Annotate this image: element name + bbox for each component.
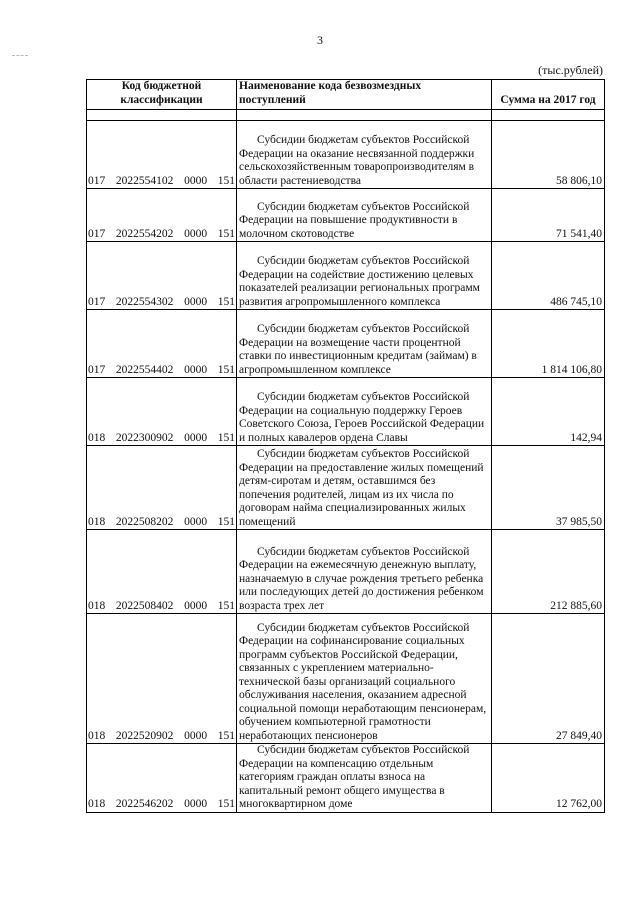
admin-code: 017: [88, 174, 106, 187]
revenue-code: 2022554102: [115, 174, 174, 187]
admin-code: 018: [88, 729, 106, 742]
table-header-row: [87, 80, 605, 110]
budget-code-cell: [87, 189, 237, 242]
admin-code: 018: [88, 798, 106, 810]
admin-code: 017: [88, 295, 106, 308]
table-body: [87, 121, 605, 813]
amount-value: 37 985,50: [556, 515, 602, 528]
econ-code: 151: [217, 227, 235, 240]
amount-cell: [492, 614, 605, 744]
revenue-code: 2022508202: [115, 515, 174, 528]
revenue-code: 2022300902: [115, 431, 174, 444]
amount-cell: [492, 378, 605, 446]
amount-cell: [492, 121, 605, 189]
amount-value: 12 762,00: [556, 798, 602, 810]
revenue-code: 2022508402: [115, 599, 174, 612]
revenue-name-cell: [237, 378, 492, 446]
program-code: 0000: [184, 599, 208, 612]
amount-cell: [492, 744, 605, 813]
table-row: [87, 242, 605, 310]
program-code: 0000: [184, 295, 208, 308]
revenue-code: 2022554402: [115, 363, 174, 376]
econ-code: 151: [217, 174, 235, 187]
amount-cell: [492, 310, 605, 378]
table-row: [87, 378, 605, 446]
revenue-name: Субсидии бюджетам субъектов Российской Федерации на софинансирование социальных программ субъектов Российской Федерации, связанных с укреплением материально-технической базы организаций социального обслуживания населения, оказанием адресной социальной помощи неработающим пенсионерам, обучением компьютерной грамотности неработающих пенсионеров: [239, 621, 487, 742]
econ-code: 151: [217, 515, 235, 528]
table-row: [87, 189, 605, 242]
revenue-name: Субсидии бюджетам субъектов Российской Федерации на компенсацию отдельным категориям граждан оплаты взноса на капитальный ремонт общего имущества в многоквартирном доме: [239, 744, 470, 810]
revenue-name: Субсидии бюджетам субъектов Российской Федерации на содействие достижению целевых показателей реализации региональных программ развития агропромышленного комплекса: [239, 255, 480, 308]
revenue-name-cell: [237, 614, 492, 744]
program-code: 0000: [184, 227, 208, 240]
revenue-code: 2022546202: [115, 798, 174, 810]
amount-cell: [492, 189, 605, 242]
revenue-name: Субсидии бюджетам субъектов Российской Федерации на ежемесячную денежную выплату, назначаемую в случае рождения третьего ребенка или последующих детей до достижения ребенком возраста трех лет: [239, 545, 484, 612]
revenue-name-cell: [237, 744, 492, 813]
amount-value: 1 814 106,80: [541, 363, 602, 376]
table-row: [87, 446, 605, 530]
amount-value: 71 541,40: [556, 227, 602, 240]
table-row: [87, 744, 605, 813]
revenue-code: 2022554202: [115, 227, 174, 240]
budget-code-cell: [87, 242, 237, 310]
table-row: [87, 121, 605, 189]
page-number: 3: [317, 33, 323, 47]
table-row: [87, 530, 605, 614]
amount-value: 486 745,10: [550, 295, 602, 308]
revenue-code: 2022554302: [115, 295, 174, 308]
revenue-name-cell: [237, 446, 492, 530]
budget-code-cell: [87, 530, 237, 614]
program-code: 0000: [184, 798, 208, 810]
revenue-name: Субсидии бюджетам субъектов Российской Федерации на оказание несвязанной поддержки сельскохозяйственным товаропроизводителям в области растениеводства: [239, 134, 475, 187]
table-row: [87, 310, 605, 378]
revenue-name: Субсидии бюджетам субъектов Российской Федерации на социальную поддержку Героев Советского Союза, Героев Российской Федерации и полных кавалеров ордена Славы: [239, 391, 485, 444]
budget-code-cell: [87, 121, 237, 189]
admin-code: 018: [88, 431, 106, 444]
amount-value: 142,94: [570, 431, 602, 444]
revenue-name-cell: [237, 121, 492, 189]
econ-code: 151: [217, 363, 235, 376]
admin-code: 017: [88, 227, 106, 240]
amount-value: 27 849,40: [556, 729, 602, 742]
amount-value: 212 885,60: [550, 599, 602, 612]
revenue-name-cell: [237, 242, 492, 310]
budget-code-cell: [87, 446, 237, 530]
amount-value: 58 806,10: [556, 174, 602, 187]
budget-code-cell: [87, 310, 237, 378]
admin-code: 018: [88, 599, 106, 612]
revenue-name-cell: [237, 530, 492, 614]
revenue-name: Субсидии бюджетам субъектов Российской Федерации на возмещение части процентной ставки по инвестиционным кредитам (займам) в агропромышленном комплексе: [239, 323, 477, 376]
revenue-name: Субсидии бюджетам субъектов Российской Федерации на предоставление жилых помещений детям-сиротам и детям, оставшимся без попечения родителей, лицам из их числа по договорам найма специализированных жилых помещений: [239, 448, 484, 528]
program-code: 0000: [184, 515, 208, 528]
program-code: 0000: [184, 363, 208, 376]
admin-code: 018: [88, 515, 106, 528]
amount-cell: [492, 242, 605, 310]
revenue-name: Субсидии бюджетам субъектов Российской Федерации на повышение продуктивности в молочном скотоводстве: [239, 200, 470, 240]
program-code: 0000: [184, 174, 208, 187]
revenue-code: 2022520902: [115, 729, 174, 742]
budget-code-cell: [87, 614, 237, 744]
budget-code-cell: [87, 378, 237, 446]
revenue-name-cell: [237, 189, 492, 242]
header-sum: Сумма на 2017 год: [492, 80, 605, 110]
econ-code: 151: [217, 798, 235, 810]
units-label: (тыс.рублей): [538, 63, 603, 77]
budget-code-cell: [87, 744, 237, 813]
revenue-name-cell: [237, 310, 492, 378]
scan-edge-mark: [12, 55, 28, 56]
table-row: [87, 614, 605, 744]
header-name: Наименование кода безвозмездных поступлений: [237, 80, 492, 110]
budget-revenue-table: [86, 79, 605, 813]
econ-code: 151: [217, 431, 235, 444]
amount-cell: [492, 530, 605, 614]
econ-code: 151: [217, 295, 235, 308]
econ-code: 151: [217, 729, 235, 742]
econ-code: 151: [217, 599, 235, 612]
header-spacer-row: [87, 110, 605, 121]
admin-code: 017: [88, 363, 106, 376]
program-code: 0000: [184, 729, 208, 742]
amount-cell: [492, 446, 605, 530]
program-code: 0000: [184, 431, 208, 444]
header-code: Код бюджетной классификации: [87, 80, 237, 110]
